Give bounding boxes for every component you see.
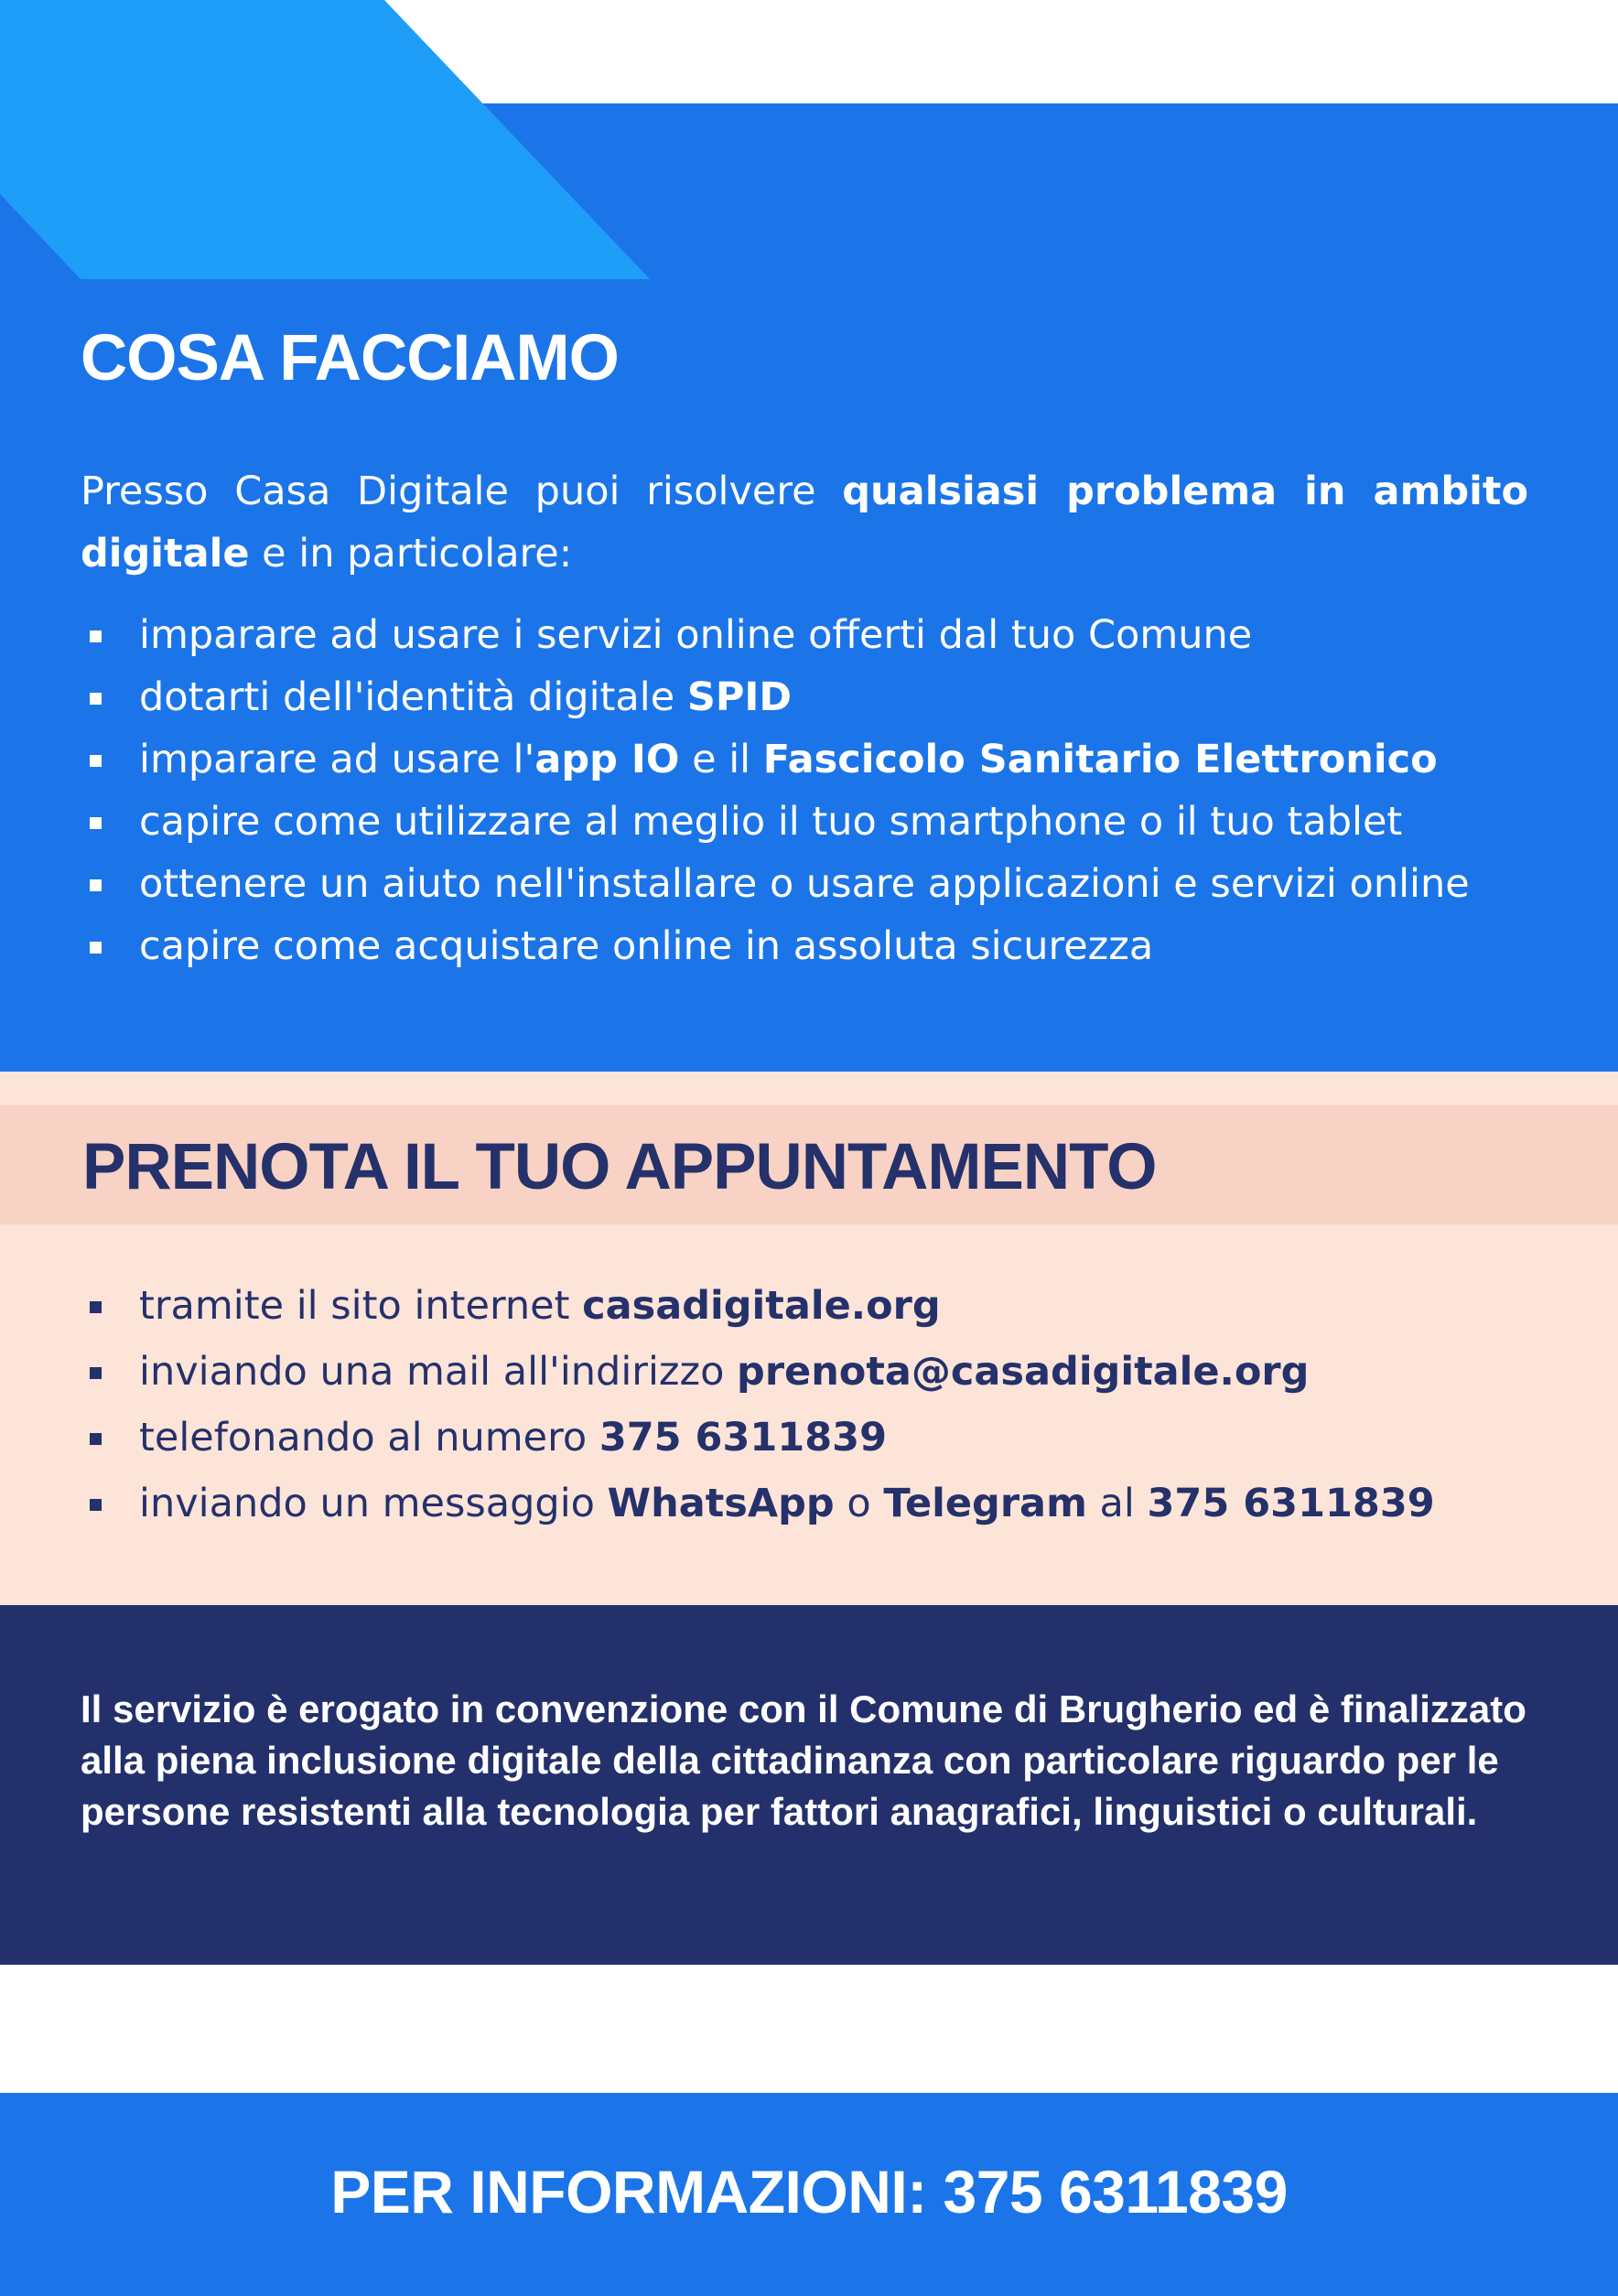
square-bullet-icon	[90, 1367, 102, 1379]
list-item: inviando una mail all'indirizzo prenota@casadigitale.org	[81, 1339, 1435, 1405]
list-item: imparare ad usare i servizi online offerti dal tuo Comune	[81, 604, 1470, 666]
square-bullet-icon	[90, 631, 102, 642]
square-bullet-icon	[90, 879, 102, 891]
website-link[interactable]: casadigitale.org	[582, 1283, 941, 1329]
list-item: telefonando al numero 375 6311839	[81, 1405, 1435, 1471]
square-bullet-icon	[90, 817, 102, 829]
service-note-text: Il servizio è erogato in convenzione con il Comune di Brugherio ed è finalizzato alla piena inclusione digitale della cittadinanza con particolare riguardo per le persone resistenti alla tecnologia per fattori anagrafici, linguistici o culturali.	[81, 1687, 1526, 1833]
cosa-facciamo-title: COSA FACCIAMO	[81, 322, 619, 394]
list-item: imparare ad usare l'app IO e il Fascicolo Sanitario Elettronico	[81, 728, 1470, 791]
list-item: ottenere un aiuto nell'installare o usare applicazioni e servizi online	[81, 853, 1470, 915]
list-item: capire come utilizzare al meglio il tuo smartphone o il tuo tablet	[81, 791, 1470, 853]
list-item: inviando un messaggio WhatsApp o Telegram al 375 6311839	[81, 1471, 1435, 1536]
intro-bold: qualsiasi problema in ambito digitale	[81, 469, 1528, 577]
square-bullet-icon	[90, 755, 102, 767]
list-item: dotarti dell'identità digitale SPID	[81, 666, 1470, 728]
square-bullet-icon	[90, 693, 102, 705]
intro-tail: e in particolare:	[249, 531, 573, 577]
booking-methods-list	[81, 1273, 1435, 1536]
intro-lead: Presso Casa Digitale puoi risolvere	[81, 469, 843, 514]
square-bullet-icon	[90, 1499, 102, 1511]
square-bullet-icon	[90, 942, 102, 954]
square-bullet-icon	[90, 1433, 102, 1445]
prenota-title: PRENOTA IL TUO APPUNTAMENTO	[82, 1131, 1157, 1203]
services-list	[81, 604, 1470, 977]
email-link[interactable]: prenota@casadigitale.org	[737, 1349, 1310, 1395]
intro-paragraph	[81, 460, 1528, 585]
decorative-accent-shape	[0, 0, 650, 279]
list-item: tramite il sito internet casadigitale.org	[81, 1273, 1435, 1339]
phone-number: 375 6311839	[599, 1415, 887, 1461]
list-item: capire come acquistare online in assoluta sicurezza	[81, 915, 1470, 977]
square-bullet-icon	[90, 1301, 102, 1313]
footer-info-text: PER INFORMAZIONI: 375 6311839	[330, 2158, 1288, 2226]
phone-number: 375 6311839	[1147, 1481, 1435, 1526]
